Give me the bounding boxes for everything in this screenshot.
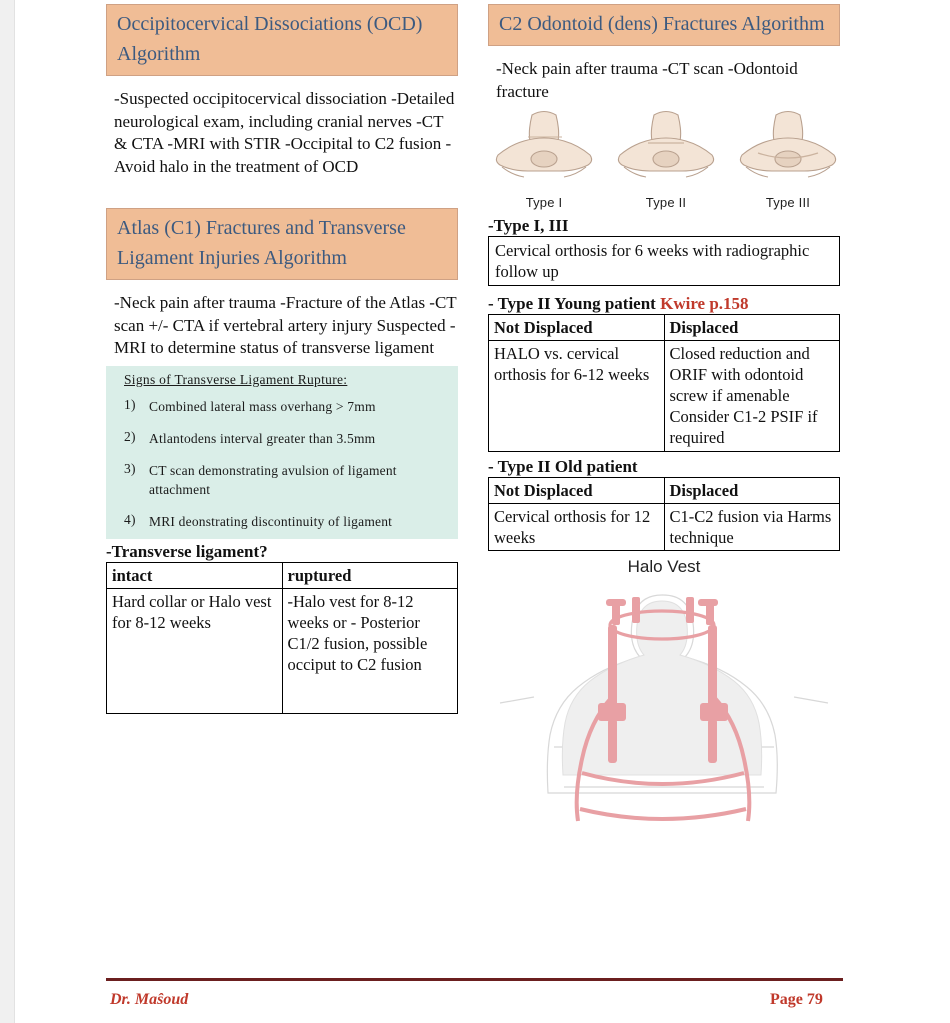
footer-page-number: Page 79 xyxy=(770,991,823,1008)
list-item-text: Combined lateral mass overhang > 7mm xyxy=(149,398,376,414)
type-ii-old-caption: - Type II Old patient xyxy=(488,457,638,476)
c2-vertebra-type-i-icon xyxy=(488,107,600,189)
list-item-text: Atlantodens interval greater than 3.5mm xyxy=(149,430,376,446)
type-ii-old-table xyxy=(488,477,840,551)
list-item-number: 3) xyxy=(124,460,136,476)
footer-author: Dr. Maŝoud xyxy=(110,991,189,1008)
odontoid-algorithm-bullets: -Neck pain after trauma -CT scan -Odontoid fracture xyxy=(496,59,798,101)
atlas-algorithm-header: Atlas (C1) Fractures and Transverse Ligament Injuries Algorithm xyxy=(106,208,458,280)
ocd-algorithm-header: Occipitocervical Dissociations (OCD) Algorithm xyxy=(106,4,458,76)
list-item-text: CT scan demonstrating avulsion of ligament attachment xyxy=(149,462,397,497)
table-header-row xyxy=(489,478,840,504)
odontoid-algorithm-header: C2 Odontoid (dens) Fractures Algorithm xyxy=(488,4,840,46)
table-cell: Closed reduction and ORIF with odontoid screw if amenable Consider C1-2 PSIF if required xyxy=(664,341,840,452)
table-cell: Hard collar or Halo vest for 8-12 weeks xyxy=(107,588,283,713)
transverse-ligament-table xyxy=(106,562,458,714)
table-cell: C1-C2 fusion via Harms technique xyxy=(664,504,840,551)
odontoid-type-i-label: Type I xyxy=(525,195,563,210)
odontoid-type-i-figure xyxy=(488,107,600,210)
list-item-number: 2) xyxy=(124,428,136,444)
halo-vest-illustration-icon xyxy=(494,577,834,829)
atlas-algorithm-bullets: -Neck pain after trauma -Fracture of the Atlas -CT scan +/- CTA if vertebral artery injury Suspected -MRI to determine status of transverse ligament xyxy=(114,293,457,357)
type-ii-young-caption-text: - Type II Young patient xyxy=(488,294,661,313)
c2-vertebra-type-ii-icon xyxy=(610,107,722,189)
list-item-text: MRI deonstrating discontinuity of ligament xyxy=(149,513,393,529)
footer-divider xyxy=(106,978,843,981)
transverse-ligament-rupture-panel xyxy=(106,366,458,539)
type-i-iii-caption: -Type I, III xyxy=(488,216,569,235)
table-cell: -Halo vest for 8-12 weeks or - Posterior C1/2 fusion, possible occiput to C2 fusion xyxy=(282,588,458,713)
odontoid-type-ii-figure xyxy=(610,107,722,210)
type-ii-young-reference: Kwire p.158 xyxy=(660,294,749,313)
table-row xyxy=(489,341,840,452)
halo-vest-figure xyxy=(488,577,840,834)
list-item-number: 1) xyxy=(124,396,136,412)
table-cell: HALO vs. cervical orthosis for 6-12 weeks xyxy=(489,341,665,452)
type-ii-young-caption xyxy=(488,294,840,314)
c2-vertebra-type-iii-icon xyxy=(732,107,844,189)
column-header-not-displaced: Not Displaced xyxy=(489,478,665,504)
list-item xyxy=(124,512,448,531)
table-header-row xyxy=(107,562,458,588)
column-header-displaced: Displaced xyxy=(664,315,840,341)
table-header-row xyxy=(489,315,840,341)
table-row xyxy=(489,504,840,551)
list-item-number: 4) xyxy=(124,511,136,527)
transverse-ligament-table-caption: -Transverse ligament? xyxy=(106,541,268,561)
list-item xyxy=(124,461,448,499)
column-header-displaced: Displaced xyxy=(664,478,840,504)
table-cell: Cervical orthosis for 12 weeks xyxy=(489,504,665,551)
left-column xyxy=(106,0,458,714)
column-header-intact: intact xyxy=(107,562,283,588)
ocd-algorithm-bullets: -Suspected occipitocervical dissociation -Detailed neurological exam, including cranial nerves -CT & CTA -MRI with STIR -Occipital to C2 fusion -Avoid halo in the treatment of OCD xyxy=(114,89,455,176)
list-item xyxy=(124,397,448,416)
column-header-ruptured: ruptured xyxy=(282,562,458,588)
odontoid-type-ii-label: Type II xyxy=(645,195,687,210)
odontoid-type-iii-label: Type III xyxy=(765,195,811,210)
rupture-panel-title: Signs of Transverse Ligament Rupture: xyxy=(124,371,348,387)
halo-vest-title: Halo Vest xyxy=(627,557,701,576)
odontoid-fracture-figure xyxy=(488,103,844,210)
odontoid-type-iii-figure xyxy=(732,107,844,210)
column-header-not-displaced: Not Displaced xyxy=(489,315,665,341)
list-item xyxy=(124,429,448,448)
table-row xyxy=(107,588,458,713)
type-ii-young-table xyxy=(488,314,840,452)
page-gutter xyxy=(0,0,15,1023)
right-column xyxy=(488,0,840,834)
type-i-iii-treatment-box: Cervical orthosis for 6 weeks with radiographic follow up xyxy=(488,236,840,286)
